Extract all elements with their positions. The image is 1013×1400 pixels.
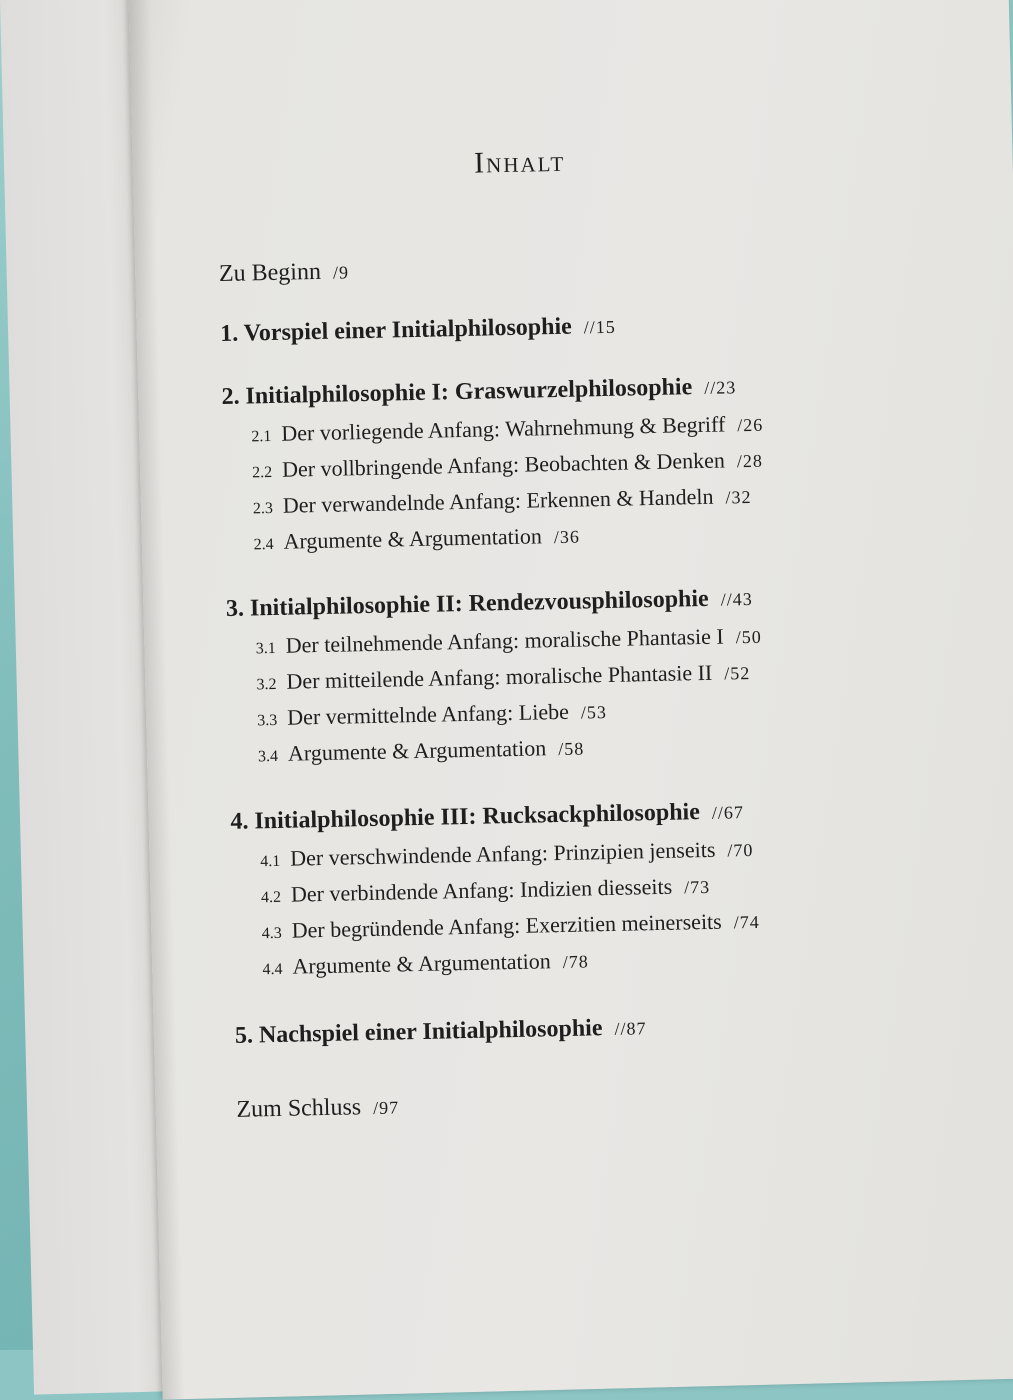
section-number: 2.3 xyxy=(252,499,274,518)
toc-section-2-1 xyxy=(251,413,763,446)
section-page: /53 xyxy=(580,702,608,723)
section-label: Der teilnehmende Anfang: moralische Phantasie I xyxy=(285,623,724,658)
toc-section-3-2 xyxy=(256,661,750,693)
toc-section-4-3 xyxy=(262,910,760,942)
toc-section-3-4 xyxy=(258,736,585,765)
toc-section-2-4 xyxy=(253,525,580,554)
toc-entry-zu-beginn xyxy=(219,259,349,286)
section-number: 4.3 xyxy=(261,924,282,943)
section-label: Der mitteilende Anfang: moralische Phantasie II xyxy=(286,659,713,694)
section-label: Argumente & Argumentation xyxy=(283,523,543,554)
entry-page: /97 xyxy=(372,1097,400,1118)
toc-section-3-1 xyxy=(256,625,762,658)
toc-section-2-3 xyxy=(253,485,752,517)
section-label: Der vollbringende Anfang: Beobachten & Denken xyxy=(281,447,726,482)
section-number: 2.4 xyxy=(253,535,274,554)
section-page: /70 xyxy=(727,839,754,861)
chapter-label: 4. Initialphilosophie III: Rucksackphilosophie xyxy=(230,799,701,835)
section-page: /32 xyxy=(725,486,752,508)
toc-section-3-3 xyxy=(257,700,607,729)
section-page: /73 xyxy=(683,876,711,898)
chapter-label: 5. Nachspiel einer Initialphilosophie xyxy=(234,1015,603,1049)
section-page: /58 xyxy=(558,738,585,760)
toc-entry-zum-schluss xyxy=(236,1094,399,1121)
entry-label: Zu Beginn xyxy=(218,258,322,288)
section-label: Argumente & Argumentation xyxy=(292,948,551,979)
section-number: 4.1 xyxy=(260,852,281,871)
chapter-page: //87 xyxy=(614,1018,647,1039)
toc-chapter-2 xyxy=(221,374,736,409)
toc-section-4-1 xyxy=(260,838,754,870)
toc-chapter-1 xyxy=(220,314,616,346)
section-page: /36 xyxy=(553,526,581,548)
entry-label: Zum Schluss xyxy=(236,1094,362,1123)
section-page: /78 xyxy=(562,951,589,972)
toc-section-2-2 xyxy=(252,449,763,482)
section-label: Der verbindende Anfang: Indizien diesseits xyxy=(290,873,673,907)
chapter-label: 2. Initialphilosophie I: Graswurzelphilosophie xyxy=(221,374,693,411)
section-number: 4.2 xyxy=(260,888,282,907)
toc-section-4-2 xyxy=(261,875,711,906)
section-label: Argumente & Argumentation xyxy=(287,735,547,766)
toc-chapter-3 xyxy=(226,586,753,621)
toc-chapter-4 xyxy=(230,799,744,834)
section-page: /26 xyxy=(737,414,764,436)
section-label: Der begründende Anfang: Exerzitien meinerseits xyxy=(291,908,722,943)
section-page: /74 xyxy=(733,911,760,933)
section-number: 3.1 xyxy=(255,639,277,658)
section-number: 3.3 xyxy=(257,711,278,730)
chapter-page: //15 xyxy=(583,316,617,338)
section-page: /50 xyxy=(735,626,762,648)
toc-section-4-4 xyxy=(262,949,589,978)
chapter-label: 1. Vorspiel einer Initialphilosophie xyxy=(219,313,573,348)
section-label: Der vermittelnde Anfang: Liebe xyxy=(287,698,570,730)
section-number: 2.1 xyxy=(251,427,272,446)
page-title: Inhalt xyxy=(473,144,566,180)
section-label: Der verwandelnde Anfang: Erkennen & Handeln xyxy=(282,483,714,518)
section-number: 4.4 xyxy=(262,960,283,979)
chapter-label: 3. Initialphilosophie II: Rendezvousphilosophie xyxy=(225,585,709,622)
section-number: 3.2 xyxy=(256,675,277,694)
chapter-page: //67 xyxy=(711,802,745,823)
entry-page: /9 xyxy=(332,262,350,283)
section-number: 3.4 xyxy=(257,747,279,766)
toc-chapter-5 xyxy=(235,1015,647,1048)
section-page: /52 xyxy=(724,663,751,684)
section-label: Der vorliegende Anfang: Wahrnehmung & Begriff xyxy=(281,411,726,446)
section-number: 2.2 xyxy=(251,463,273,482)
chapter-page: //23 xyxy=(704,377,737,398)
chapter-page: //43 xyxy=(720,588,753,610)
section-page: /28 xyxy=(736,450,764,472)
section-label: Der verschwindende Anfang: Prinzipien jenseits xyxy=(289,836,716,871)
